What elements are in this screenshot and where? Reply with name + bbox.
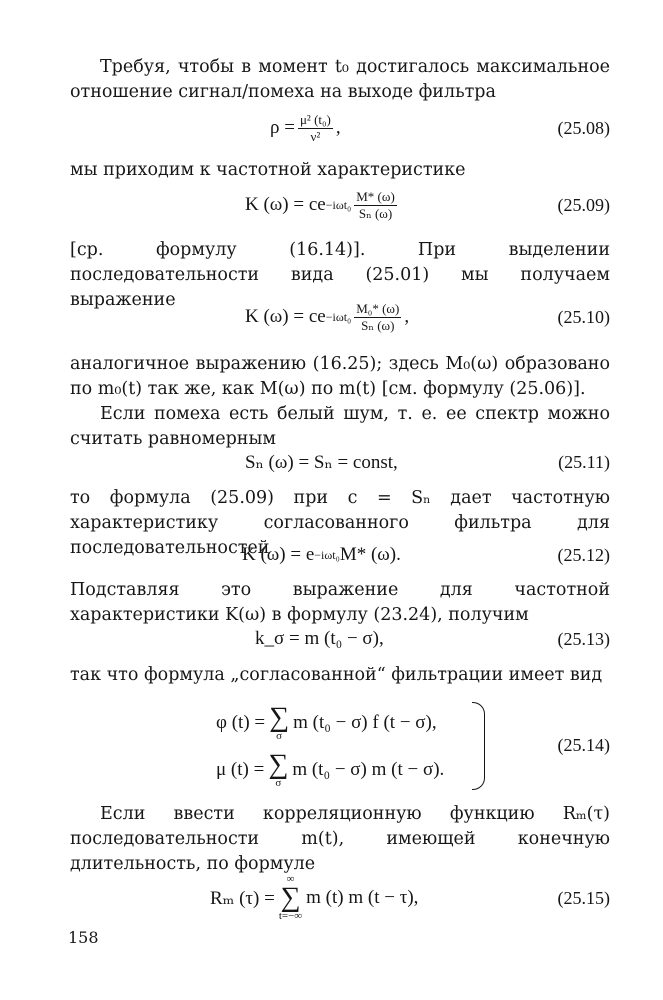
paragraph-1: Требуя, чтобы в момент t₀ достигалось максимальное отношение сигнал/помеха на выходе фильтра [70, 57, 610, 102]
equation-number: (25.09) [557, 194, 610, 215]
paragraph-2: мы приходим к частотной характеристике [70, 160, 466, 180]
equation-25-09: K (ω) = ce −iωt₀ $\frac{M* (\omega)}{\text{Sₙ (ω)}}$ (25.09) [70, 180, 610, 230]
page-number: 158 [68, 928, 99, 947]
sum-symbol: ∑ σ [269, 701, 290, 742]
equation-25-14-number [70, 720, 610, 770]
equation-number: (25.08) [557, 117, 610, 138]
paragraph-7: Подставляя это выражение для частотной характеристики K(ω) в формулу (23.24), получим [70, 580, 610, 625]
equation-25-12: K (ω) = e −iωt₀ M* (ω). (25.12) [70, 530, 610, 580]
paragraph-9: Если ввести корреляционную функцию Rₘ(τ) последовательности m(t), имеющей конечную длительность, по формуле [70, 804, 610, 874]
paragraph-5: Если помеха есть белый шум, т. е. ее спектр можно считать равномерным [70, 404, 610, 449]
equation-number: (25.10) [557, 306, 610, 327]
equation-25-15: Rₘ (τ) = ∞ ∑ t=−∞ m (t) m (t − τ), (25.15) [70, 870, 610, 926]
equation-number: (25.14) [557, 734, 610, 755]
equation-number: (25.15) [557, 887, 610, 908]
equation-25-08: ρ = $\frac{\text{μ² (t₀)}}{\text{ν²}}$ , (25.08) [70, 103, 610, 153]
equation-25-14-line-2: μ (t) = ∑ σ m (t₀ − σ) m (t − σ). [216, 748, 445, 789]
equation-25-11: Sₙ (ω) = Sₙ = const, (25.11) [70, 437, 610, 487]
equation-number: (25.13) [557, 628, 610, 649]
paragraph-6: то формула (25.09) при c = Sₙ дает частотную характеристику согласованного фильтра для последовательностей [70, 488, 610, 558]
paragraph-8: так что формула „согласованной“ фильтрации имеет вид [70, 665, 603, 685]
equation-number: (25.12) [557, 544, 610, 565]
sum-symbol: ∑ σ [268, 748, 289, 789]
paragraph-3: [ср. формулу (16.14)]. При выделении последовательности вида (25.01) мы получаем выражение [70, 240, 610, 310]
equation-number: (25.11) [558, 451, 610, 472]
equation-25-10: K (ω) = ce −iωt₀ $\frac{\text{M₀* (ω)}}{\text{Sₙ (ω)}}$ , (25.10) [70, 292, 610, 342]
equation-25-14-line-1: φ (t) = ∑ σ m (t₀ − σ) f (t − σ), [216, 701, 437, 742]
equation-25-13: k_σ = m (t₀ − σ), (25.13) [70, 614, 610, 664]
paragraph-4: аналогичное выражению (16.25); здесь M₀(ω) образовано по m₀(t) так же, как M(ω) по m(t) [см. формулу (25.06)]. [70, 354, 610, 399]
sum-symbol: ∞ ∑ t=−∞ [278, 873, 303, 922]
